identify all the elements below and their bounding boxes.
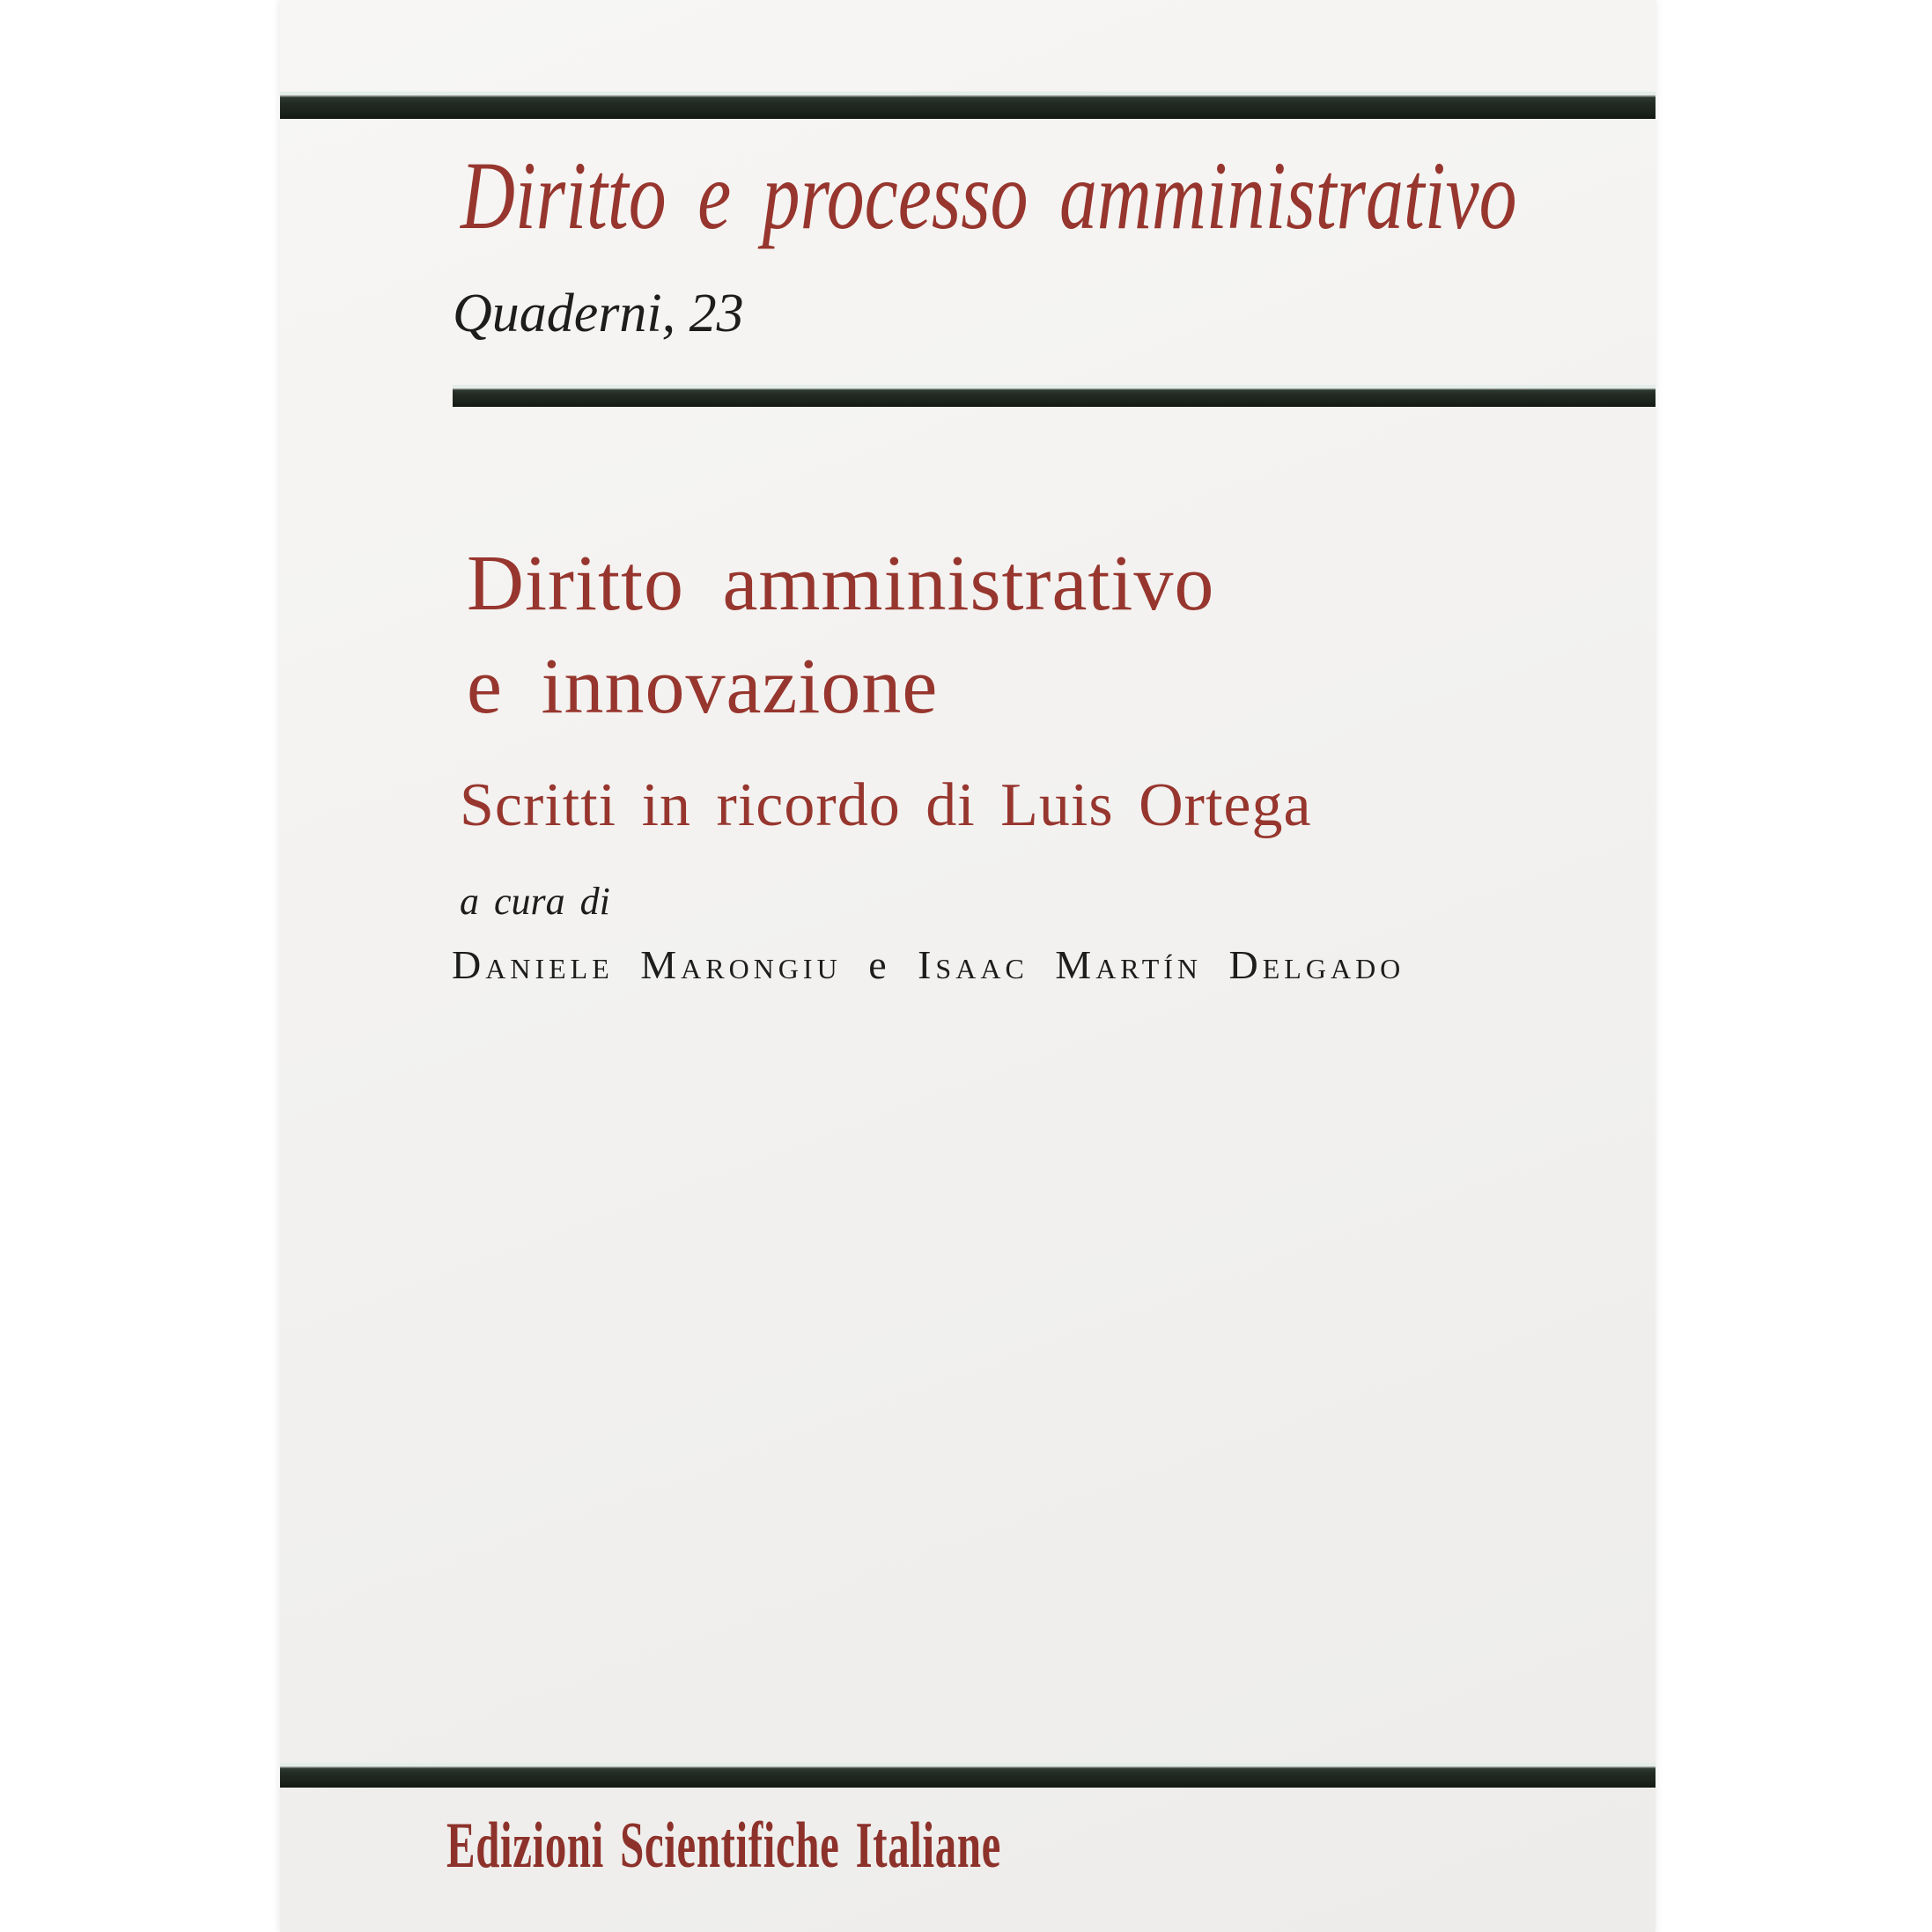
- series-volume-number: Quaderni, 23: [453, 284, 744, 343]
- editor-name-1: Daniele Marongiu: [452, 942, 842, 987]
- editors-connector: e: [868, 942, 891, 987]
- book-subtitle: Scritti in ricordo di Luis Ortega: [460, 771, 1312, 839]
- book-title-line2: e innovazione: [467, 643, 939, 730]
- top-rule-divider: [280, 92, 1655, 119]
- book-title-line1: Diritto amministrativo: [467, 540, 1215, 627]
- series-title: Diritto e processo amministrativo: [461, 142, 1517, 249]
- bottom-rule-divider: [280, 1763, 1655, 1788]
- publisher-name: Edizioni Scientifiche Italiane: [446, 1810, 1002, 1882]
- editors-label: a cura di: [460, 880, 610, 923]
- editor-name-2: Isaac Martín Delgado: [918, 942, 1405, 987]
- middle-rule-divider: [453, 385, 1655, 407]
- editors-names: [452, 942, 1405, 987]
- book-cover-page: [280, 0, 1655, 1932]
